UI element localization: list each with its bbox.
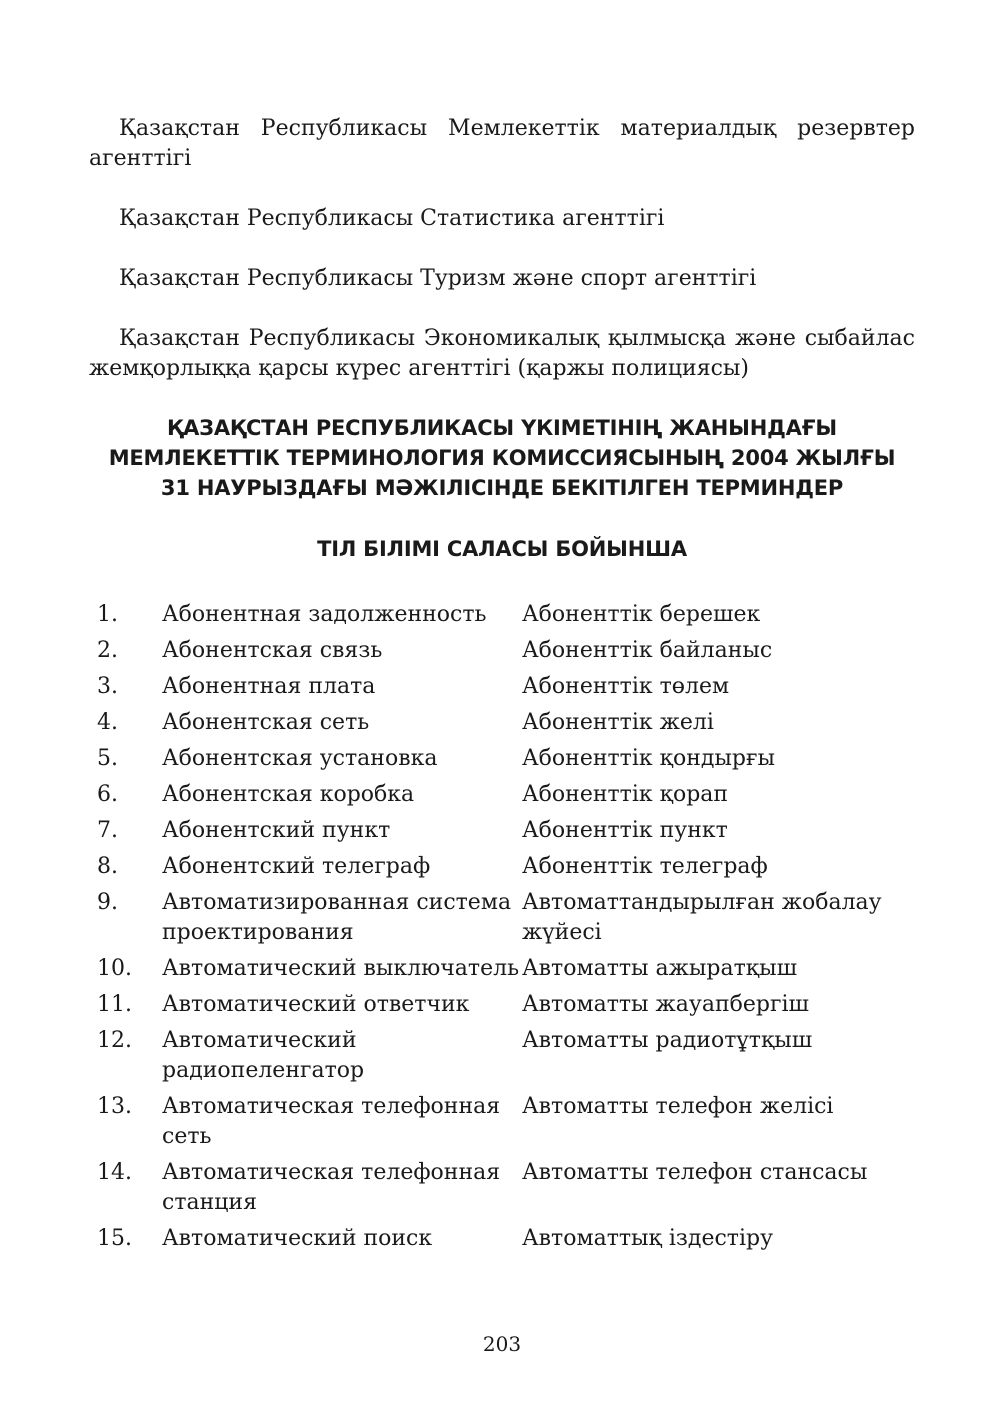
term-russian: Абонентская сеть <box>162 710 370 735</box>
term-row <box>97 672 927 702</box>
term-kazakh: Автоматтық іздестіру <box>522 1226 774 1251</box>
term-row <box>97 600 927 630</box>
term-number: 2. <box>97 638 118 663</box>
term-number: 10. <box>97 956 132 981</box>
term-number: 4. <box>97 710 118 735</box>
term-russian: Автоматический поиск <box>162 1226 433 1251</box>
term-number: 8. <box>97 854 118 879</box>
term-number: 7. <box>97 818 118 843</box>
term-number: 6. <box>97 782 118 807</box>
term-number: 15. <box>97 1226 132 1251</box>
term-kazakh: Автоматты радиотұтқыш <box>522 1028 813 1053</box>
term-russian: Абонентский пункт <box>162 818 391 843</box>
term-number: 1. <box>97 602 118 627</box>
term-row <box>97 744 927 774</box>
term-russian: Автоматический ответчик <box>162 992 470 1017</box>
term-row <box>97 708 927 738</box>
terms-list <box>97 600 927 1260</box>
term-kazakh: Абоненттік желі <box>522 710 714 735</box>
term-russian: Автоматический выключатель <box>162 956 520 981</box>
subsection-heading: ТІЛ БІЛІМІ САЛАСЫ БОЙЫНША <box>317 537 687 561</box>
section-heading <box>60 413 944 503</box>
term-row <box>97 852 927 882</box>
term-number: 9. <box>97 890 118 915</box>
term-russian: Автоматическая телефонная станция <box>162 1160 501 1215</box>
term-kazakh: Абоненттік байланыс <box>522 638 773 663</box>
term-kazakh: Абоненттік төлем <box>522 674 730 699</box>
paragraph-tourism-sport-agency: Қазақстан Республикасы Туризм және спорт агенттігі <box>119 266 757 291</box>
term-russian: Абонентская коробка <box>162 782 415 807</box>
term-row <box>97 780 927 810</box>
term-row <box>97 1092 927 1152</box>
page-number: 203 <box>482 1332 522 1356</box>
term-kazakh: Автоматты телефон желісі <box>522 1094 834 1119</box>
term-russian: Абонентная задолженность <box>162 602 487 627</box>
term-number: 14. <box>97 1160 132 1185</box>
term-row <box>97 816 927 846</box>
term-kazakh: Абоненттік қондырғы <box>522 746 776 771</box>
term-number: 13. <box>97 1094 132 1119</box>
term-russian: Автоматический радиопеленгатор <box>162 1028 365 1083</box>
term-russian: Абонентская установка <box>162 746 438 771</box>
term-kazakh: Абоненттік пункт <box>522 818 728 843</box>
term-row <box>97 1026 927 1086</box>
term-russian: Абонентная плата <box>162 674 376 699</box>
term-kazakh: Автоматты жауапбергіш <box>522 992 809 1017</box>
term-kazakh: Автоматтандырылған жобалау жүйесі <box>522 890 882 945</box>
term-russian: Абонентская связь <box>162 638 383 663</box>
heading-line-3: 31 НАУРЫЗДАҒЫ МӘЖІЛІСІНДЕ БЕКІТІЛГЕН ТЕРМИНДЕР <box>160 476 844 500</box>
term-row <box>97 636 927 666</box>
term-russian: Автоматическая телефонная сеть <box>162 1094 501 1149</box>
paragraph-financial-police-agency: Қазақстан Республикасы Экономикалық қылмысқа және сыбайлас жемқорлыққа қарсы күрес агенттігі (қаржы полициясы) <box>89 326 915 381</box>
term-russian: Автоматизированная система проектирования <box>162 890 512 945</box>
term-kazakh: Автоматты телефон стансасы <box>522 1160 868 1185</box>
term-number: 11. <box>97 992 132 1017</box>
term-kazakh: Абоненттік берешек <box>522 602 761 627</box>
term-row <box>97 888 927 948</box>
term-kazakh: Абоненттік телеграф <box>522 854 768 879</box>
term-row <box>97 990 927 1020</box>
heading-line-1: ҚАЗАҚСТАН РЕСПУБЛИКАСЫ ҮКІМЕТІНІҢ ЖАНЫНДАҒЫ <box>167 416 837 440</box>
term-number: 3. <box>97 674 118 699</box>
term-row <box>97 1158 927 1218</box>
term-number: 5. <box>97 746 118 771</box>
term-kazakh: Абоненттік қорап <box>522 782 729 807</box>
term-kazakh: Автоматты ажыратқыш <box>522 956 798 981</box>
paragraph-statistics-agency: Қазақстан Республикасы Статистика агенттігі <box>119 206 665 231</box>
term-russian: Абонентский телеграф <box>162 854 431 879</box>
term-number: 12. <box>97 1028 132 1053</box>
term-row <box>97 1224 927 1254</box>
term-row <box>97 954 927 984</box>
heading-line-2: МЕМЛЕКЕТТІК ТЕРМИНОЛОГИЯ КОМИССИЯСЫНЫҢ 2004 ЖЫЛҒЫ <box>108 446 896 470</box>
paragraph-material-reserves-agency: Қазақстан Республикасы Мемлекеттік материалдық резервтер агенттігі <box>89 116 915 171</box>
